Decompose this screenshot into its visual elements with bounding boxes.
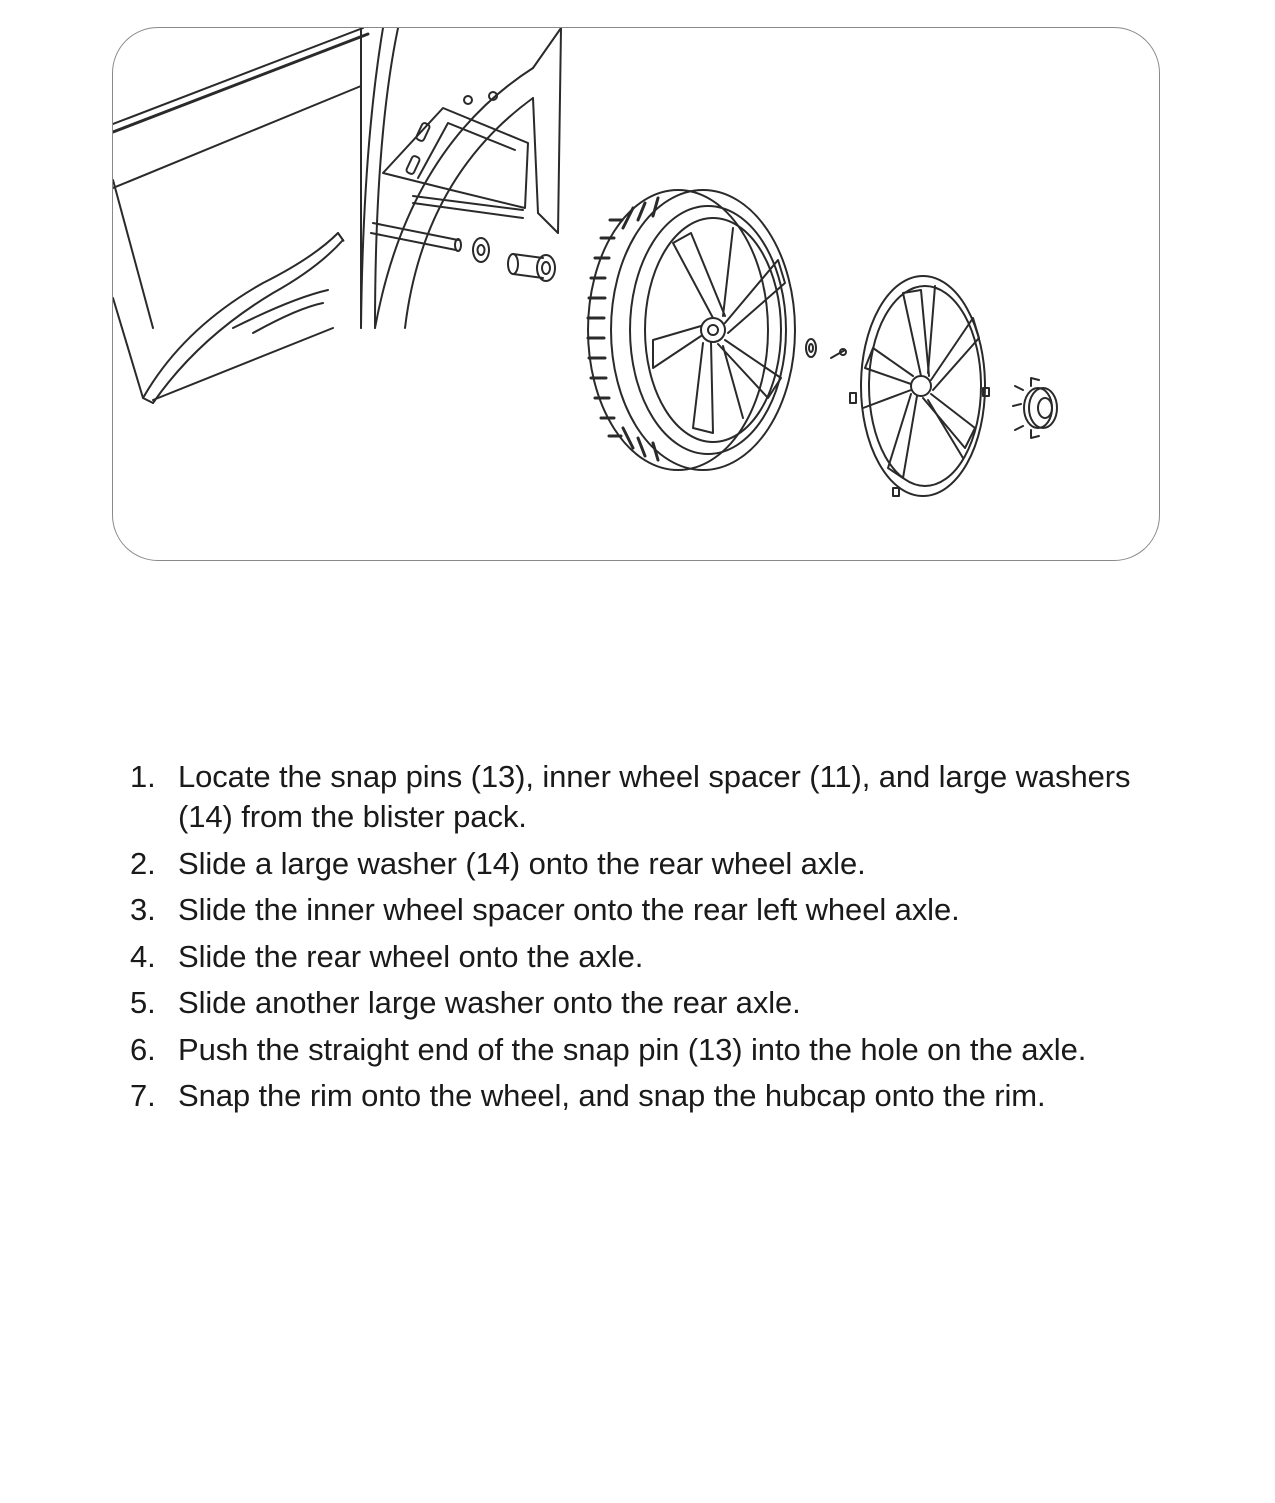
step-text: Locate the snap pins (13), inner wheel spacer (11), and large washers (14) from the blister pack. (178, 759, 1131, 834)
step-number: 2. (130, 845, 156, 881)
step-number: 5. (130, 985, 156, 1020)
rim (850, 276, 989, 496)
step-item (130, 1076, 1150, 1116)
step-number: 6. (130, 1031, 156, 1067)
step-item (130, 1030, 1150, 1070)
step-item (130, 890, 1150, 930)
step-number: 1. (130, 759, 156, 794)
vehicle-body (113, 28, 561, 403)
step-number: 7. (130, 1078, 156, 1113)
wheel-assembly-figure (112, 27, 1160, 561)
rear-wheel (588, 190, 795, 470)
step-text: Push the straight end of the snap pin (13) into the hole on the axle. (178, 1031, 1087, 1067)
step-text: Slide the rear wheel onto the axle. (178, 938, 644, 974)
step-item (130, 757, 1150, 837)
step-item (130, 983, 1150, 1023)
hubcap (1013, 378, 1057, 438)
wheel-assembly-illustration (113, 28, 1160, 561)
axle (371, 223, 461, 251)
snap-pin (831, 349, 846, 358)
step-item (130, 937, 1150, 977)
step-text: Slide another large washer onto the rear axle. (178, 985, 801, 1020)
step-text: Slide the inner wheel spacer onto the rear left wheel axle. (178, 892, 960, 927)
large-washer-2 (806, 339, 816, 357)
large-washer-1 (473, 238, 489, 262)
assembly-instructions (130, 757, 1150, 1123)
step-text: Slide a large washer (14) onto the rear wheel axle. (178, 845, 866, 881)
step-number: 3. (130, 892, 156, 927)
step-item (130, 844, 1150, 884)
step-number: 4. (130, 938, 156, 974)
inner-wheel-spacer (508, 254, 555, 281)
step-text: Snap the rim onto the wheel, and snap the hubcap onto the rim. (178, 1078, 1046, 1113)
